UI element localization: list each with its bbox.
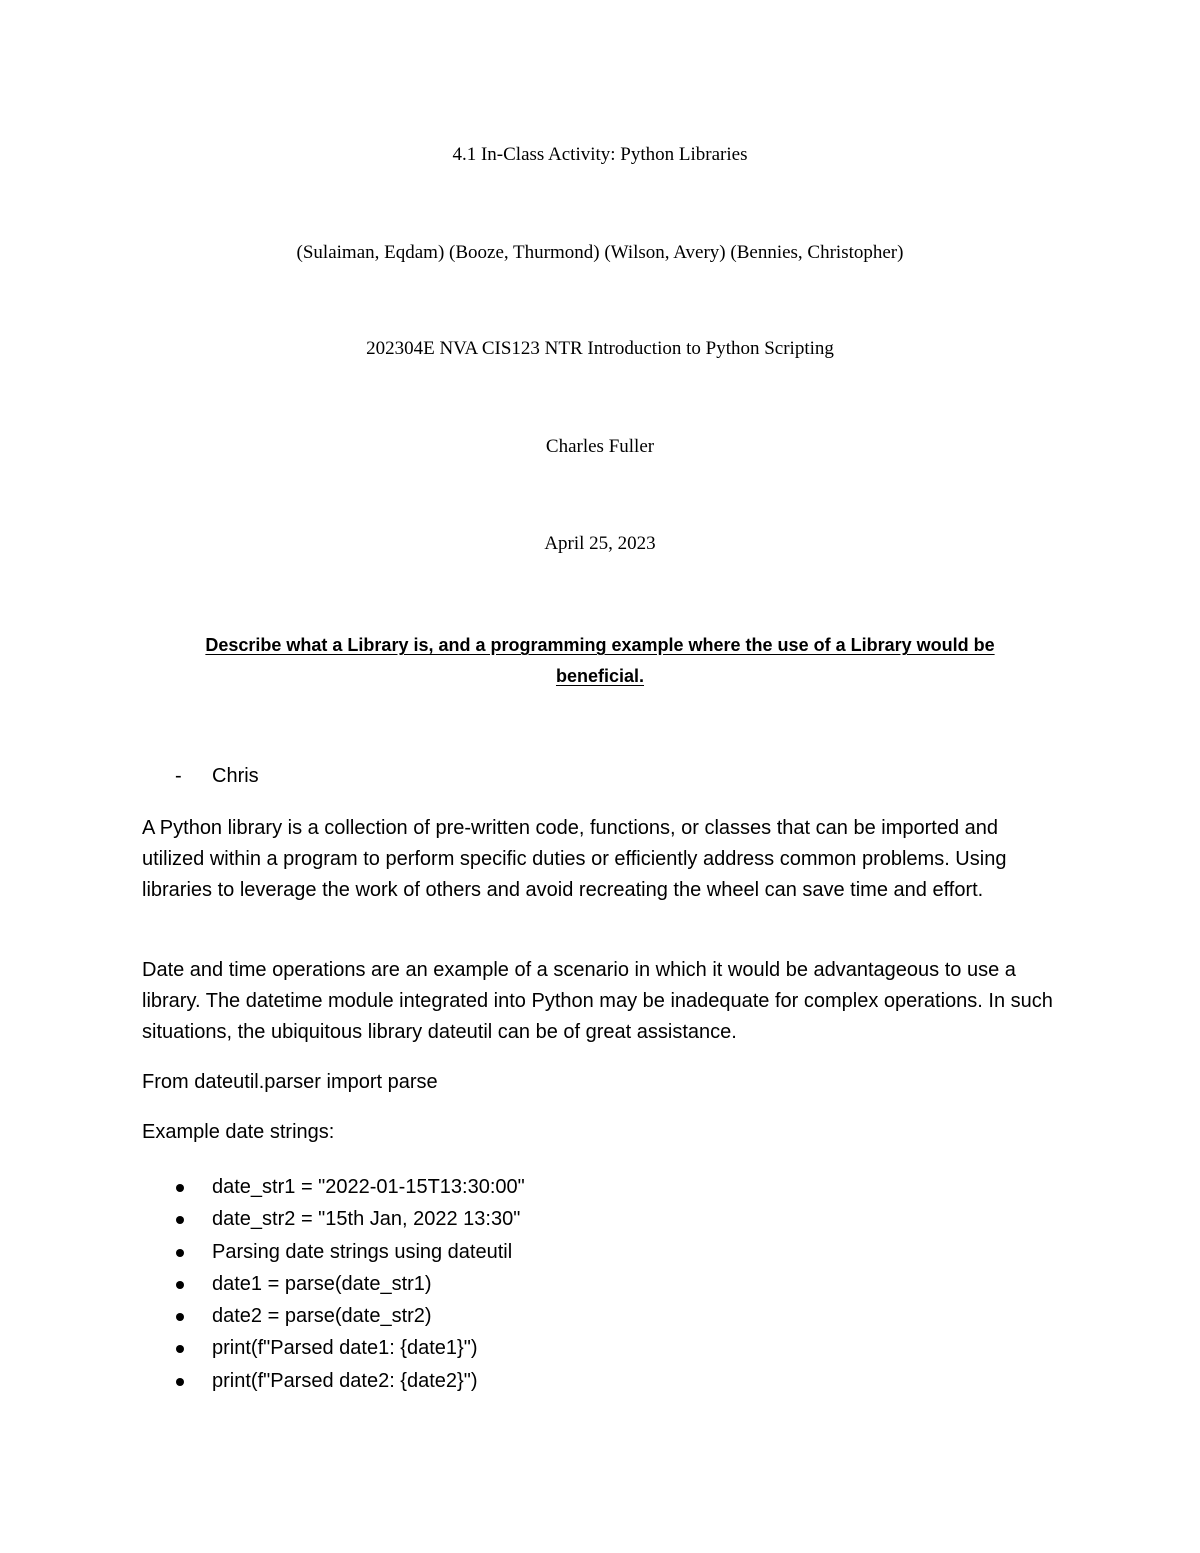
course-name: 202304E NVA CIS123 NTR Introduction to Python Scripting	[366, 338, 834, 359]
prompt-heading: Describe what a Library is, and a programming example where the use of a Library would be beneficial.	[205, 635, 995, 686]
activity-title: 4.1 In-Class Activity: Python Libraries	[452, 144, 748, 165]
paragraph-library-definition: A Python library is a collection of pre-written code, functions, or classes that can be imported and utilized within a program to perform specific duties or efficiently address common problems. Using libraries to leverage the work of others and avoid recreating the wheel can save time and effort.	[142, 817, 1007, 901]
bullet-icon	[176, 1281, 184, 1289]
bullet-icon	[176, 1345, 184, 1353]
bullet-icon	[176, 1378, 184, 1386]
import-line: From dateutil.parser import parse	[142, 1071, 438, 1093]
instructor-name: Charles Fuller	[545, 436, 655, 457]
response-author-line	[175, 762, 259, 790]
author-list: (Sulaiman, Eqdam) (Booze, Thurmond) (Wilson, Avery) (Bennies, Christopher)	[296, 242, 904, 263]
list-item-text: date_str2 = "15th Jan, 2022 13:30"	[212, 1208, 521, 1231]
list-item-text: print(f"Parsed date2: {date2}")	[212, 1369, 478, 1392]
bullet-icon	[176, 1184, 184, 1192]
dash-marker: -	[175, 765, 182, 787]
bullet-icon	[176, 1313, 184, 1321]
response-author: Chris	[212, 765, 259, 787]
list-item-text: date2 = parse(date_str2)	[212, 1305, 432, 1328]
paragraph-date-example: Date and time operations are an example of a scenario in which it would be advantageous to use a library. The datetime module integrated into Python may be inadequate for complex operations. In such situations, the ubiquitous library dateutil can be of great assistance.	[142, 959, 1053, 1043]
bullet-icon	[176, 1249, 184, 1257]
bullet-icon	[176, 1216, 184, 1224]
list-item-text: print(f"Parsed date1: {date1}")	[212, 1337, 478, 1360]
submission-date: April 25, 2023	[544, 533, 656, 554]
list-item-text: date_str1 = "2022-01-15T13:30:00"	[212, 1176, 525, 1198]
example-label: Example date strings:	[142, 1121, 335, 1143]
list-item-text: date1 = parse(date_str1)	[212, 1272, 432, 1295]
list-item-text: Parsing date strings using dateutil	[212, 1240, 513, 1263]
